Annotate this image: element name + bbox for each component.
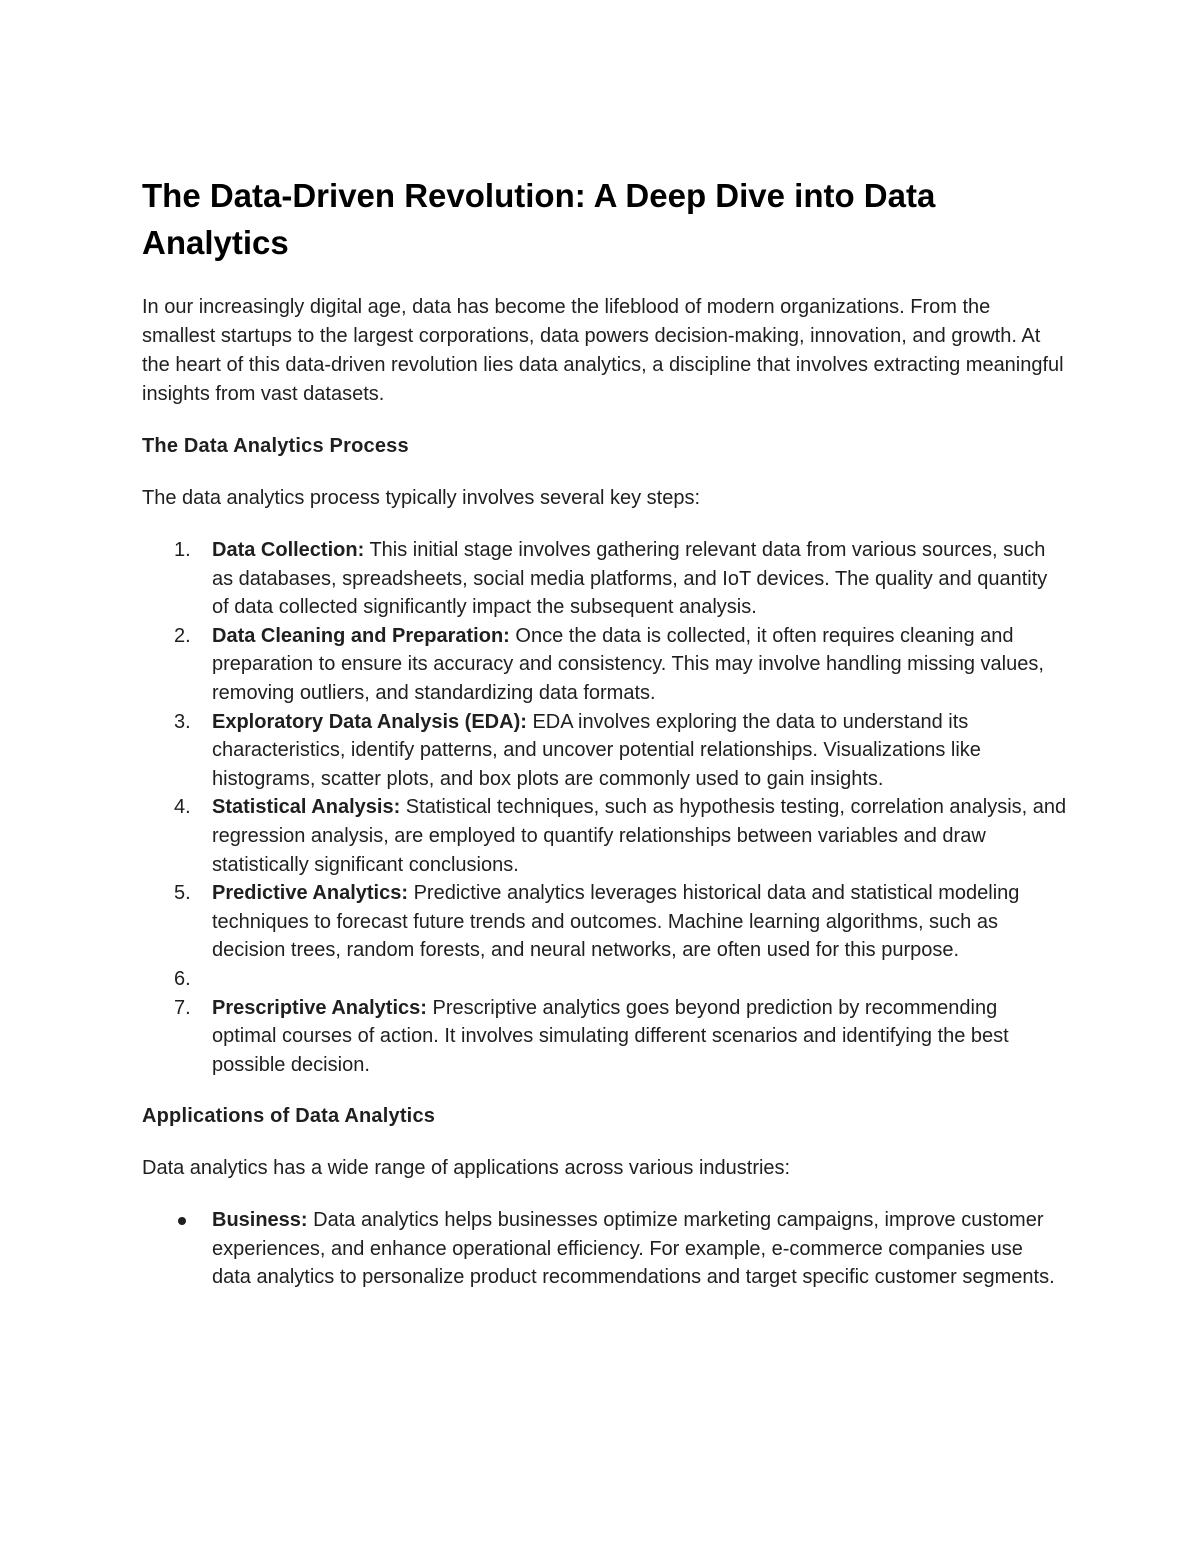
list-number: 2. — [174, 624, 191, 647]
step-text: EDA involves exploring the data to understand its characteristics, identify patterns, and uncover potential relationships. Visualizations like histograms, scatter plots, and box plots are commonly used to gain insights. — [212, 710, 981, 790]
list-item — [142, 793, 1067, 879]
step-text: Statistical techniques, such as hypothesis testing, correlation analysis, and regression analysis, are employed to quantify relationships between variables and draw statistically significant conclusions. — [212, 796, 1067, 876]
spacer — [142, 461, 1067, 484]
document-title: The Data-Driven Revolution: A Deep Dive into Data Analytics — [142, 177, 936, 261]
step-term: Data Cleaning and Preparation: — [212, 624, 510, 647]
process-heading: The Data Analytics Process — [142, 435, 409, 457]
bullet-icon — [178, 1217, 186, 1225]
list-item — [142, 879, 1067, 965]
applications-lead: Data analytics has a wide range of applications across various industries: — [142, 1157, 791, 1180]
step-text: Predictive analytics leverages historical data and statistical modeling techniques to forecast future trends and outcomes. Machine learning algorithms, such as decision trees, random forests, and neural networks, are often used for this purpose. — [212, 882, 1020, 962]
spacer — [142, 409, 1067, 432]
applications-heading: Applications of Data Analytics — [142, 1105, 436, 1128]
spacer — [142, 1131, 1067, 1154]
applications-list — [142, 1206, 1067, 1292]
list-item — [142, 1206, 1067, 1292]
step-term: Predictive Analytics: — [212, 882, 409, 905]
process-lead: The data analytics process typically involves several key steps: — [142, 487, 701, 509]
spacer — [142, 1183, 1067, 1206]
spacer — [142, 513, 1067, 536]
process-steps-list — [142, 536, 1067, 1079]
list-number: 4. — [174, 796, 191, 819]
step-text: This initial stage involves gathering relevant data from various sources, such as databases, spreadsheets, social media platforms, and IoT devices. The quality and quantity of data collected significantly impact the subsequent analysis. — [212, 539, 1048, 619]
list-item — [142, 965, 1067, 994]
step-term: Statistical Analysis: — [212, 796, 401, 819]
intro-paragraph: In our increasingly digital age, data has become the lifeblood of modern organizations. From the smallest startups to the largest corporations, data powers decision-making, innovation, and growth. At the heart of this data-driven revolution lies data analytics, a discipline that involves extracting meaningful insights from vast datasets. — [142, 296, 1064, 405]
list-number: 1. — [174, 539, 191, 561]
list-item — [142, 622, 1067, 708]
application-text: Data analytics helps businesses optimize marketing campaigns, improve customer experiences, and enhance operational efficiency. For example, e-commerce companies use data analytics to personalize product recommendations and target specific customer segments. — [212, 1209, 1055, 1289]
document-page — [142, 172, 1067, 1292]
step-term: Exploratory Data Analysis (EDA): — [212, 710, 527, 733]
list-number: 5. — [174, 882, 191, 905]
step-text: Once the data is collected, it often requires cleaning and preparation to ensure its accuracy and consistency. This may involve handling missing values, removing outliers, and standardizing data formats. — [212, 624, 1044, 704]
list-number: 7. — [174, 996, 191, 1019]
list-item — [142, 708, 1067, 794]
spacer — [142, 1079, 1067, 1102]
list-item — [142, 536, 1067, 622]
step-text: Prescriptive analytics goes beyond prediction by recommending optimal courses of action. It involves simulating different scenarios and identifying the best possible decision. — [212, 996, 1009, 1076]
step-term: Prescriptive Analytics: — [212, 996, 427, 1019]
step-term: Data Collection: — [212, 539, 365, 561]
list-number: 6. — [174, 967, 191, 990]
list-number: 3. — [174, 710, 191, 733]
list-item — [142, 994, 1067, 1080]
application-term: Business: — [212, 1209, 308, 1232]
